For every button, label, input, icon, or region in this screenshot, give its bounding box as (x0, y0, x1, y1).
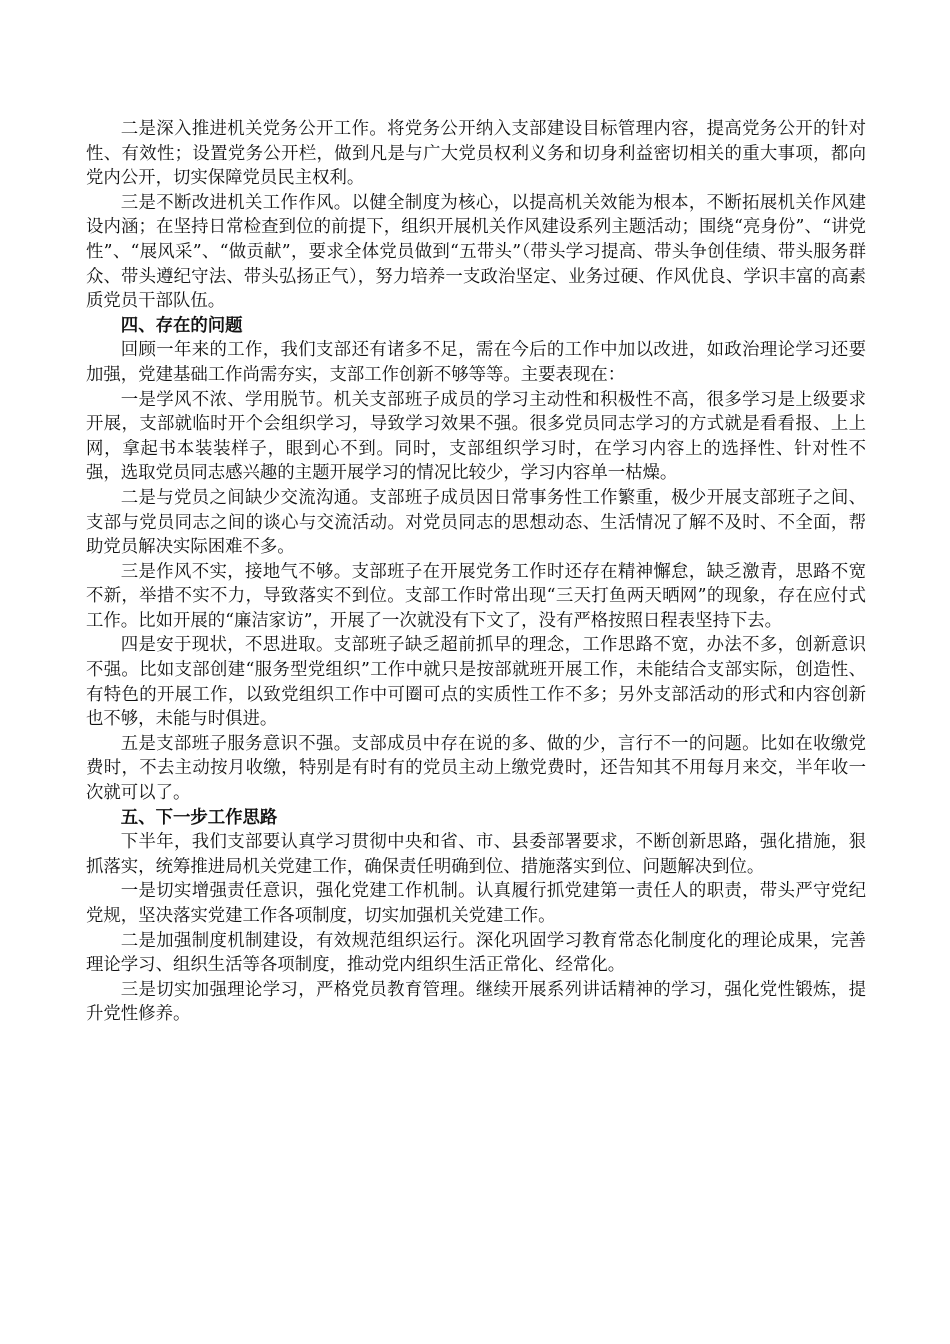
paragraph: 回顾一年来的工作，我们支部还有诸多不足，需在今后的工作中加以改进，如政治理论学习还要加强，党建基础工作尚需夯实，支部工作创新不够等等。主要表现在： (86, 340, 866, 385)
section-problems (86, 314, 866, 806)
paragraph: 三是不断改进机关工作作风。以健全制度为核心，以提高机关效能为根本，不断拓展机关作风建设内涵；在坚持日常检查到位的前提下，组织开展机关作风建设系列主题活动；围绕“亮身份”、“讲党性”、“展风采”、“做贡献”，要求全体党员做到“五带头”（带头学习提高、带头争创佳绩、带头服务群众、带头遵纪守法、带头弘扬正气），努力培养一支政治坚定、业务过硬、作风优良、学识丰富的高素质党员干部队伍。 (86, 192, 866, 312)
paragraph: 三是切实加强理论学习，严格党员教育管理。继续开展系列讲话精神的学习，强化党性锻炼，提升党性修养。 (86, 979, 866, 1025)
section-heading: 四、存在的问题 (120, 315, 243, 336)
document-page (86, 117, 866, 1027)
paragraph: 四是安于现状，不思进取。支部班子缺乏超前抓早的理念，工作思路不宽，办法不多，创新意识不强。比如支部创建“服务型党组织”工作中就只是按部就班开展工作，未能结合支部实际，创造性、有特色的开展工作，以致党组织工作中可圈可点的实质性工作不多；另外支部活动的形式和内容创新也不够，未能与时俱进。 (86, 635, 866, 730)
section-part-3-continued (86, 117, 866, 314)
section-next-steps (86, 806, 866, 1027)
section-heading: 五、下一步工作思路 (120, 807, 278, 828)
paragraph: 二是与党员之间缺少交流沟通。支部班子成员因日常事务性工作繁重，极少开展支部班子之间、支部与党员同志之间的谈心与交流活动。对党员同志的思想动态、生活情况了解不及时、不全面，帮助党员解决实际困难不多。 (86, 487, 866, 558)
paragraph: 下半年，我们支部要认真学习贯彻中央和省、市、县委部署要求，不断创新思路，强化措施，狠抓落实，统筹推进局机关党建工作，确保责任明确到位、措施落实到位、问题解决到位。 (86, 832, 866, 877)
paragraph: 二是深入推进机关党务公开工作。将党务公开纳入支部建设目标管理内容，提高党务公开的针对性、有效性；设置党务公开栏，做到凡是与广大党员权利义务和切身利益密切相关的重大事项，都向党内公开，切实保障党员民主权利。 (86, 119, 866, 189)
paragraph: 三是作风不实，接地气不够。支部班子在开展党务工作时还存在精神懈怠，缺乏激青，思路不宽不新，举措不实不力，导致落实不到位。支部工作时常出现“三天打鱼两天晒网”的现象，存在应付式工作。比如开展的“廉洁家访”，开展了一次就没有下文了，没有严格按照日程表坚持下去。 (86, 561, 866, 631)
paragraph: 二是加强制度机制建设，有效规范组织运行。深化巩固学习教育常态化制度化的理论成果，完善理论学习、组织生活等各项制度，推动党内组织生活正常化、经常化。 (86, 930, 866, 976)
paragraph: 一是学风不浓、学用脱节。机关支部班子成员的学习主动性和积极性不高，很多学习是上级要求开展，支部就临时开个会组织学习，导致学习效果不强。很多党员同志学习的方式就是看看报、上上网，拿起书本装装样子，眼到心不到。同时，支部组织学习时，在学习内容上的选择性、针对性不强，选取党员同志感兴趣的主题开展学习的情况比较少，学习内容单一枯燥。 (86, 389, 866, 484)
paragraph: 五是支部班子服务意识不强。支部成员中存在说的多、做的少，言行不一的问题。比如在收缴党费时，不去主动按月收缴，特别是有时有的党员主动上缴党费时，还告知其不用每月来交，半年收一次就可以了。 (86, 733, 866, 804)
paragraph: 一是切实增强责任意识，强化党建工作机制。认真履行抓党建第一责任人的职责，带头严守党纪党规，坚决落实党建工作各项制度，切实加强机关党建工作。 (86, 881, 866, 926)
